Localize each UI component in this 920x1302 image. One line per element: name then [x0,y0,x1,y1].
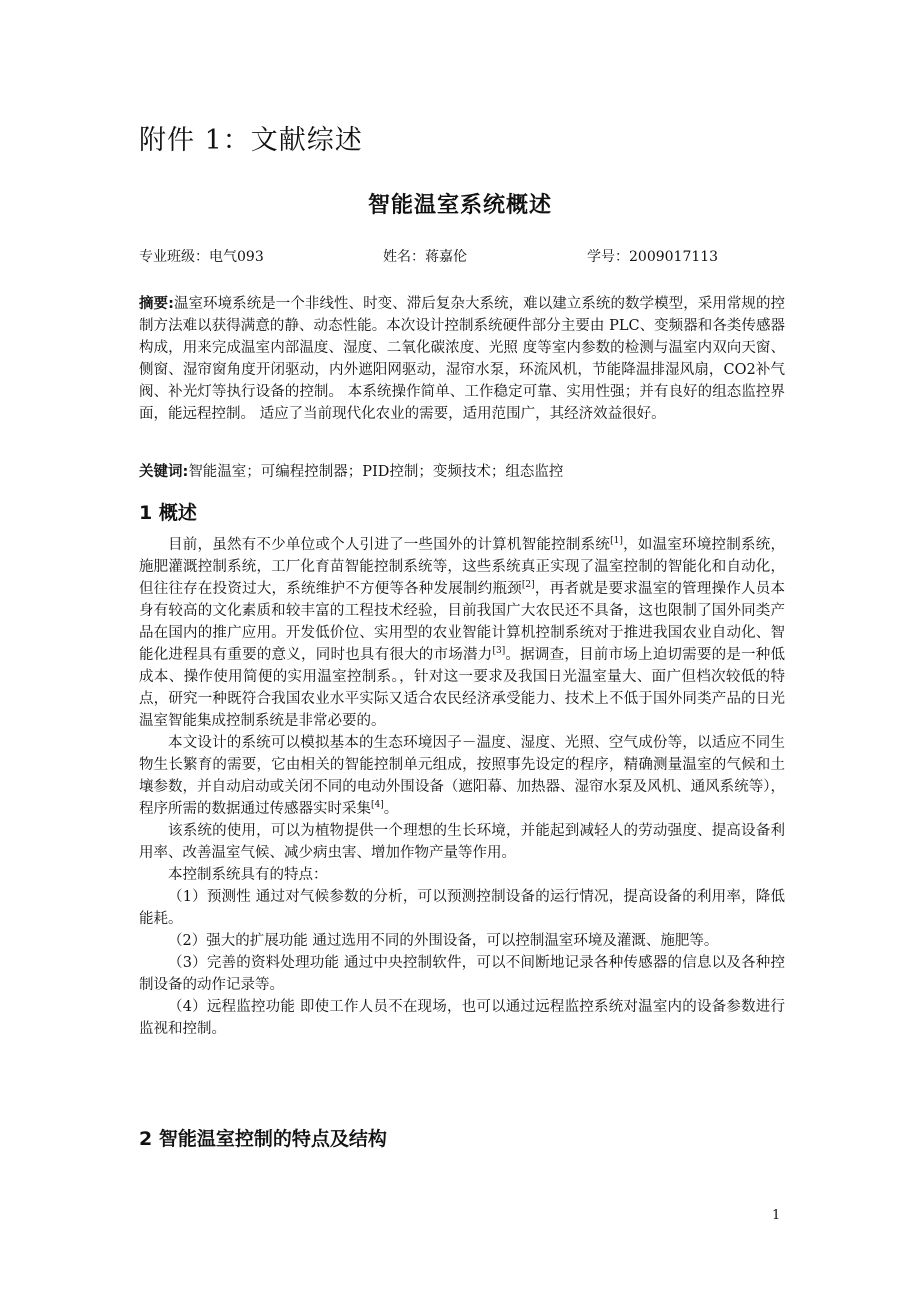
citation-4: [4] [371,800,384,810]
feature-2: （2）强大的扩展功能 通过选用不同的外围设备，可以控制温室环境及灌溉、施肥等。 [168,933,719,949]
text-run: 。据调查，目前市场上迫切需要的是一种低成本、操作使用简便的实用温室控制系。，针对这一要求及我国日光温室量大、面广但档次较低的特点，研究一种既符合我国农业水平实际又适合农民经济承受能力、技术上不低于国外同类产品的日光温室智能集成控制系统是非常必要的。 [139,647,786,729]
feature-4: （4）远程监控功能 即使工作人员不在现场，也可以通过远程监控系统对温室内的设备参数进行监视和控制。 [139,999,785,1037]
paragraph-2 [139,732,785,820]
citation-1: [1] [610,536,623,546]
text-run: ，再者就是要求温室的管理操作人员本身有较高的文化素质和较丰富的工程技术经验，目前我国广大农民还不具备，这也限制了国外同类产品在国内的推广应用。开发低价位、实用型的农业智能计算机控制系统对于推进我国农业自动化、智能化进程具有重要的意义，同时也具有很大的市场潜力 [139,581,786,663]
abstract-label: 摘要: [139,296,174,312]
keywords [139,461,785,483]
paragraph-3: 该系统的使用，可以为植物提供一个理想的生长环境，并能起到减轻人的劳动强度、提高设备利用率、改善温室气候、减少病虫害、增加作物产量等作用。 [139,823,785,861]
abstract-text: 温室环境系统是一个非线性、时变、滞后复杂大系统，难以建立系统的数学模型，采用常规的控制方法难以获得满意的静、动态性能。本次设计控制系统硬件部分主要由 PLC、变频器和各类传感器构成，用来完成温室内部温度、湿度、二氧化碳浓度、光照 度等室内参数的检测与温室内双向天窗、侧窗、湿帘窗角度开闭驱动，内外遮阳网驱动，湿帘水泵，环流风机，节能降温排湿风扇，CO2补气阀、补光灯等执行设备的控制。 本系统操作简单、工作稳定可靠、实用性强；并有良好的组态监控界面，能远程控制。 适应了当前现代化农业的需要，适用范围广，其经济效益很好。 [139,296,785,422]
section-1-heading: 1 概述 [139,502,197,524]
text-run: 目前，虽然有不少单位或个人引进了一些国外的计算机智能控制系统 [168,537,611,553]
document-title: 智能温室系统概述 [367,193,552,218]
citation-3: [3] [492,646,506,656]
citation-2: [2] [521,580,535,590]
feature-1: （1）预测性 通过对气候参数的分析，可以预测控制设备的运行情况，提高设备的利用率，降低能耗。 [139,889,785,927]
text-run: 。 [383,801,399,817]
keywords-text: 智能温室；可编程控制器；PID控制；变频技术；组态监控 [188,464,564,480]
meta-class: 专业班级：电气093 [139,249,264,265]
attachment-title: 附件 1：文献综述 [139,125,363,156]
section-2-heading: 2 智能温室控制的特点及结构 [139,1128,387,1150]
meta-name: 姓名：蒋嘉伦 [383,249,467,265]
page-number: 1 [772,1208,781,1223]
text-run: 本文设计的系统可以模拟基本的生态环境因子－温度、湿度、光照、空气成份等，以适应不同生物生长繁育的需要，它由相关的智能控制单元组成，按照事先设定的程序，精确测量温室的气候和土壤参数，并自动启动或关闭不同的电动外围设备（遮阳幕、加热器、湿帘水泵及风机、通风系统等），程序所需的数据通过传感器实时采集 [139,735,785,817]
paragraph-4: 本控制系统具有的特点： [168,867,328,883]
abstract [139,293,785,425]
keywords-label: 关键词: [139,464,189,480]
paragraph-1 [139,534,785,732]
section-1-body [139,534,785,1040]
feature-3: （3）完善的资料处理功能 通过中央控制软件，可以不间断地记录各种传感器的信息以及各种控制设备的动作记录等。 [139,955,785,993]
meta-student-id: 学号：2009017113 [587,249,719,265]
text-run: ，如温室环境控制系统，施肥灌溉控制系统，工厂化育苗智能控制系统等，这些系统真正实现了温室控制的智能化和自动化，但往往存在投资过大，系统维护不方便等各种发展制约瓶颈 [139,537,786,597]
